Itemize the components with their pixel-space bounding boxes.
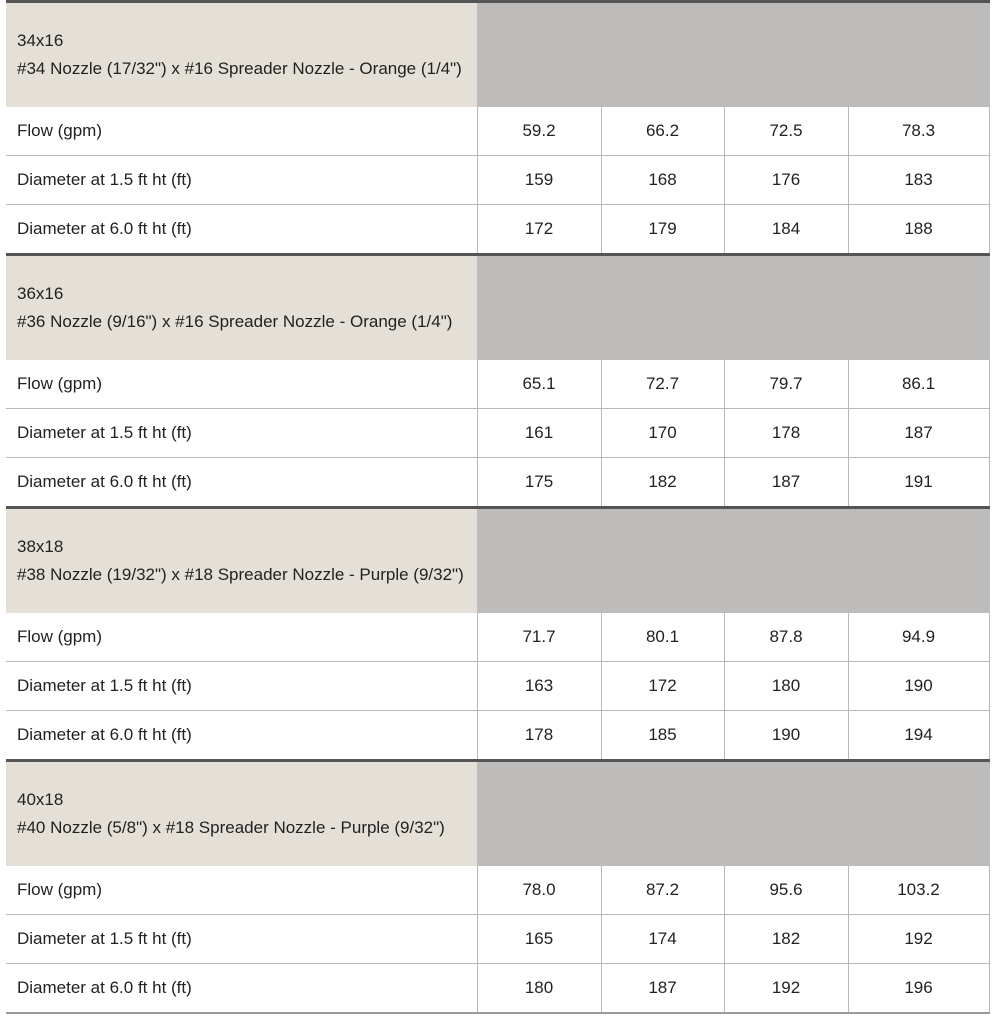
group-header-row (6, 761, 989, 867)
row-label: Diameter at 1.5 ft ht (ft) (6, 915, 477, 964)
group-code: 40x18 (17, 790, 64, 809)
row-label: Flow (gpm) (6, 107, 477, 156)
table-row (6, 107, 989, 156)
table-cell: 71.7 (477, 613, 601, 662)
table-cell: 170 (601, 409, 724, 458)
group-header-label (6, 255, 477, 361)
table-cell: 192 (724, 964, 848, 1014)
row-label: Flow (gpm) (6, 866, 477, 915)
table-cell: 94.9 (848, 613, 989, 662)
group-header-fill (477, 2, 989, 108)
row-label: Flow (gpm) (6, 613, 477, 662)
group-header-fill (477, 761, 989, 867)
row-label: Diameter at 1.5 ft ht (ft) (6, 409, 477, 458)
row-label: Flow (gpm) (6, 360, 477, 409)
table-cell: 159 (477, 156, 601, 205)
group-code: 36x16 (17, 284, 64, 303)
table-cell: 103.2 (848, 866, 989, 915)
table-row (6, 915, 989, 964)
table-cell: 72.5 (724, 107, 848, 156)
group-description: #40 Nozzle (5/8") x #18 Spreader Nozzle - Purple (9/32") (17, 818, 445, 837)
table-cell: 176 (724, 156, 848, 205)
table-cell: 65.1 (477, 360, 601, 409)
table-cell: 192 (848, 915, 989, 964)
table-cell: 187 (601, 964, 724, 1014)
table-cell: 183 (848, 156, 989, 205)
table-cell: 165 (477, 915, 601, 964)
table-cell: 80.1 (601, 613, 724, 662)
table-row (6, 458, 989, 508)
table-cell: 168 (601, 156, 724, 205)
table-cell: 178 (724, 409, 848, 458)
table-cell: 182 (601, 458, 724, 508)
row-label: Diameter at 6.0 ft ht (ft) (6, 964, 477, 1014)
table-cell: 187 (724, 458, 848, 508)
table-cell: 172 (601, 662, 724, 711)
group-header-fill (477, 255, 989, 361)
group-description: #36 Nozzle (9/16") x #16 Spreader Nozzle - Orange (1/4") (17, 312, 453, 331)
table-cell: 178 (477, 711, 601, 761)
table-cell: 180 (477, 964, 601, 1014)
nozzle-group-40x18 (6, 761, 989, 1014)
group-header-label (6, 508, 477, 614)
table-cell: 184 (724, 205, 848, 255)
group-code: 38x18 (17, 537, 64, 556)
group-description: #38 Nozzle (19/32") x #18 Spreader Nozzle - Purple (9/32") (17, 565, 464, 584)
table-cell: 180 (724, 662, 848, 711)
table-row (6, 409, 989, 458)
table-cell: 185 (601, 711, 724, 761)
row-label: Diameter at 1.5 ft ht (ft) (6, 156, 477, 205)
table-row (6, 156, 989, 205)
table-cell: 175 (477, 458, 601, 508)
nozzle-group-34x16 (6, 2, 989, 255)
group-description: #34 Nozzle (17/32") x #16 Spreader Nozzle - Orange (1/4") (17, 59, 462, 78)
table-cell: 72.7 (601, 360, 724, 409)
nozzle-performance-table (6, 0, 990, 1014)
table-row (6, 662, 989, 711)
table-cell: 163 (477, 662, 601, 711)
table-cell: 194 (848, 711, 989, 761)
table-cell: 182 (724, 915, 848, 964)
table-cell: 87.2 (601, 866, 724, 915)
table-cell: 191 (848, 458, 989, 508)
table-cell: 161 (477, 409, 601, 458)
nozzle-group-36x16 (6, 255, 989, 508)
nozzle-group-38x18 (6, 508, 989, 761)
table-row (6, 866, 989, 915)
table-row (6, 711, 989, 761)
table-cell: 78.0 (477, 866, 601, 915)
table-cell: 59.2 (477, 107, 601, 156)
table-cell: 190 (848, 662, 989, 711)
row-label: Diameter at 1.5 ft ht (ft) (6, 662, 477, 711)
table-cell: 187 (848, 409, 989, 458)
table-cell: 95.6 (724, 866, 848, 915)
group-code: 34x16 (17, 31, 64, 50)
row-label: Diameter at 6.0 ft ht (ft) (6, 711, 477, 761)
table-cell: 179 (601, 205, 724, 255)
table-row (6, 205, 989, 255)
group-header-row (6, 508, 989, 614)
table-cell: 86.1 (848, 360, 989, 409)
table-cell: 87.8 (724, 613, 848, 662)
table-cell: 66.2 (601, 107, 724, 156)
table-row (6, 613, 989, 662)
group-header-row (6, 2, 989, 108)
table-cell: 79.7 (724, 360, 848, 409)
table-cell: 196 (848, 964, 989, 1014)
table-cell: 188 (848, 205, 989, 255)
table-cell: 78.3 (848, 107, 989, 156)
row-label: Diameter at 6.0 ft ht (ft) (6, 205, 477, 255)
group-header-label (6, 2, 477, 108)
table-cell: 172 (477, 205, 601, 255)
row-label: Diameter at 6.0 ft ht (ft) (6, 458, 477, 508)
table-row (6, 360, 989, 409)
table-row (6, 964, 989, 1014)
group-header-fill (477, 508, 989, 614)
table-cell: 190 (724, 711, 848, 761)
group-header-label (6, 761, 477, 867)
group-header-row (6, 255, 989, 361)
table-cell: 174 (601, 915, 724, 964)
